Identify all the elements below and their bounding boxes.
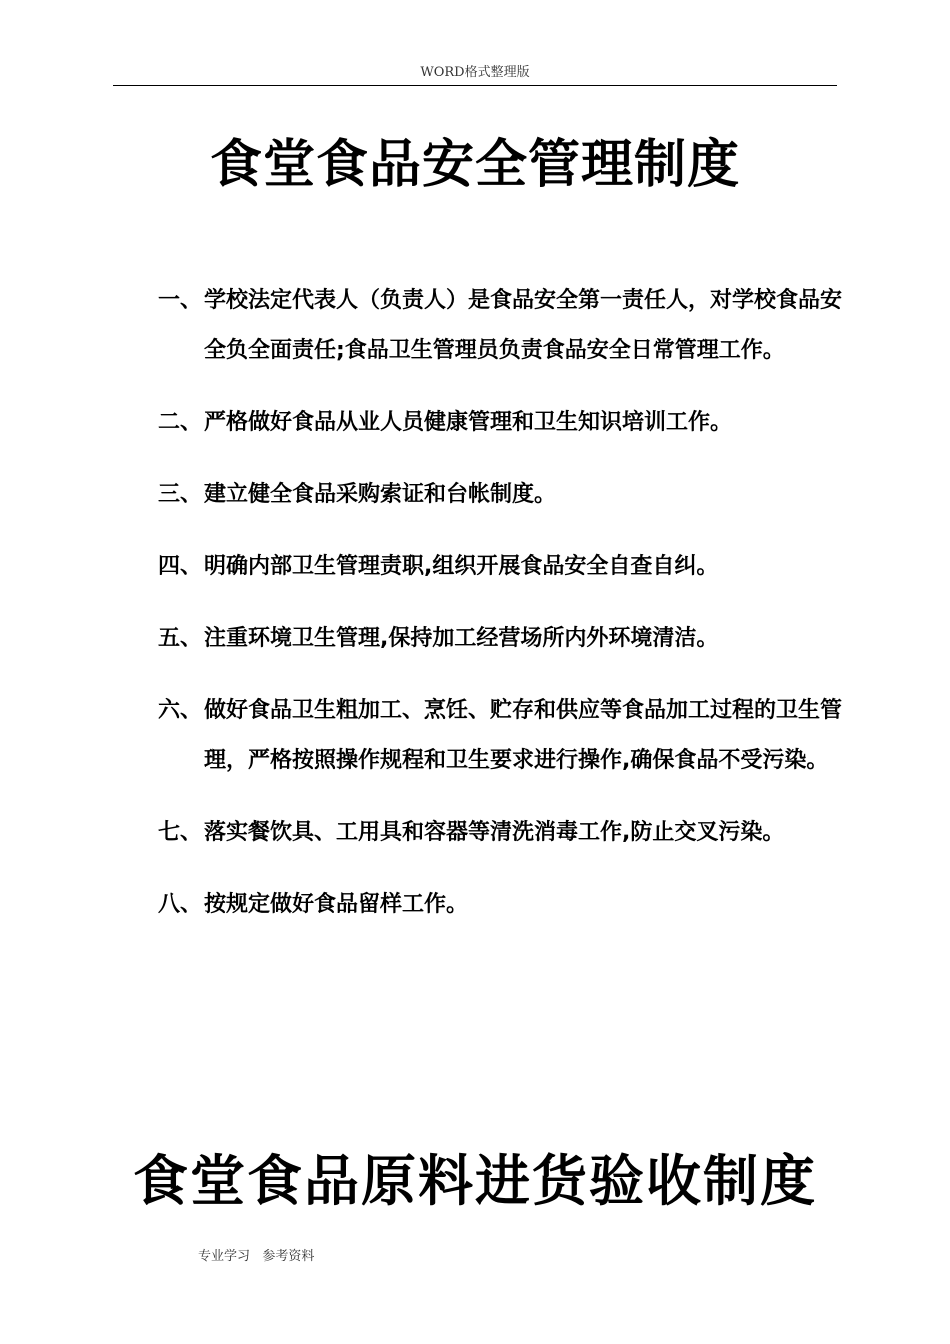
rule-text: 建立健全食品采购索证和台帐制度。	[204, 482, 557, 507]
page-footer: 专业学习 参考资料	[198, 1249, 315, 1264]
rule-item	[158, 686, 842, 786]
rule-text: 按规定做好食品留样工作。	[204, 892, 469, 917]
rule-number: 一、	[158, 288, 203, 313]
rule-item	[158, 470, 842, 520]
rule-number: 四、	[158, 554, 203, 579]
rule-number: 八、	[158, 892, 203, 917]
rules-list	[158, 276, 842, 952]
rule-text: 学校法定代表人（负责人）是食品安全第一责任人，对学校食品安全负全面责任;食品卫生管理员负责食品安全日常管理工作。	[204, 288, 843, 363]
rule-item	[158, 542, 842, 592]
rule-text: 严格做好食品从业人员健康管理和卫生知识培训工作。	[204, 410, 733, 435]
document-title: 食堂食品安全管理制度	[209, 135, 740, 195]
rule-item	[158, 614, 842, 664]
section-title-procurement: 食堂食品原料进货验收制度	[132, 1149, 817, 1213]
rule-item	[158, 276, 842, 376]
rule-item	[158, 398, 842, 448]
rule-text: 明确内部卫生管理责职,组织开展食品安全自查自纠。	[204, 554, 719, 579]
page-header: WORD格式整理版	[420, 65, 530, 80]
header-divider	[113, 85, 837, 86]
rule-number: 六、	[158, 698, 203, 723]
rule-number: 五、	[158, 626, 203, 651]
rule-item	[158, 808, 842, 858]
rule-text: 注重环境卫生管理,保持加工经营场所内外环境清洁。	[204, 626, 719, 651]
rule-item	[158, 880, 842, 930]
rule-number: 二、	[158, 410, 203, 435]
rule-text: 落实餐饮具、工用具和容器等清洗消毒工作,防止交叉污染。	[204, 820, 785, 845]
rule-number: 七、	[158, 820, 203, 845]
rule-text: 做好食品卫生粗加工、烹饪、贮存和供应等食品加工过程的卫生管理，严格按照操作规程和卫生要求进行操作,确保食品不受污染。	[204, 698, 843, 773]
rule-number: 三、	[158, 482, 203, 507]
